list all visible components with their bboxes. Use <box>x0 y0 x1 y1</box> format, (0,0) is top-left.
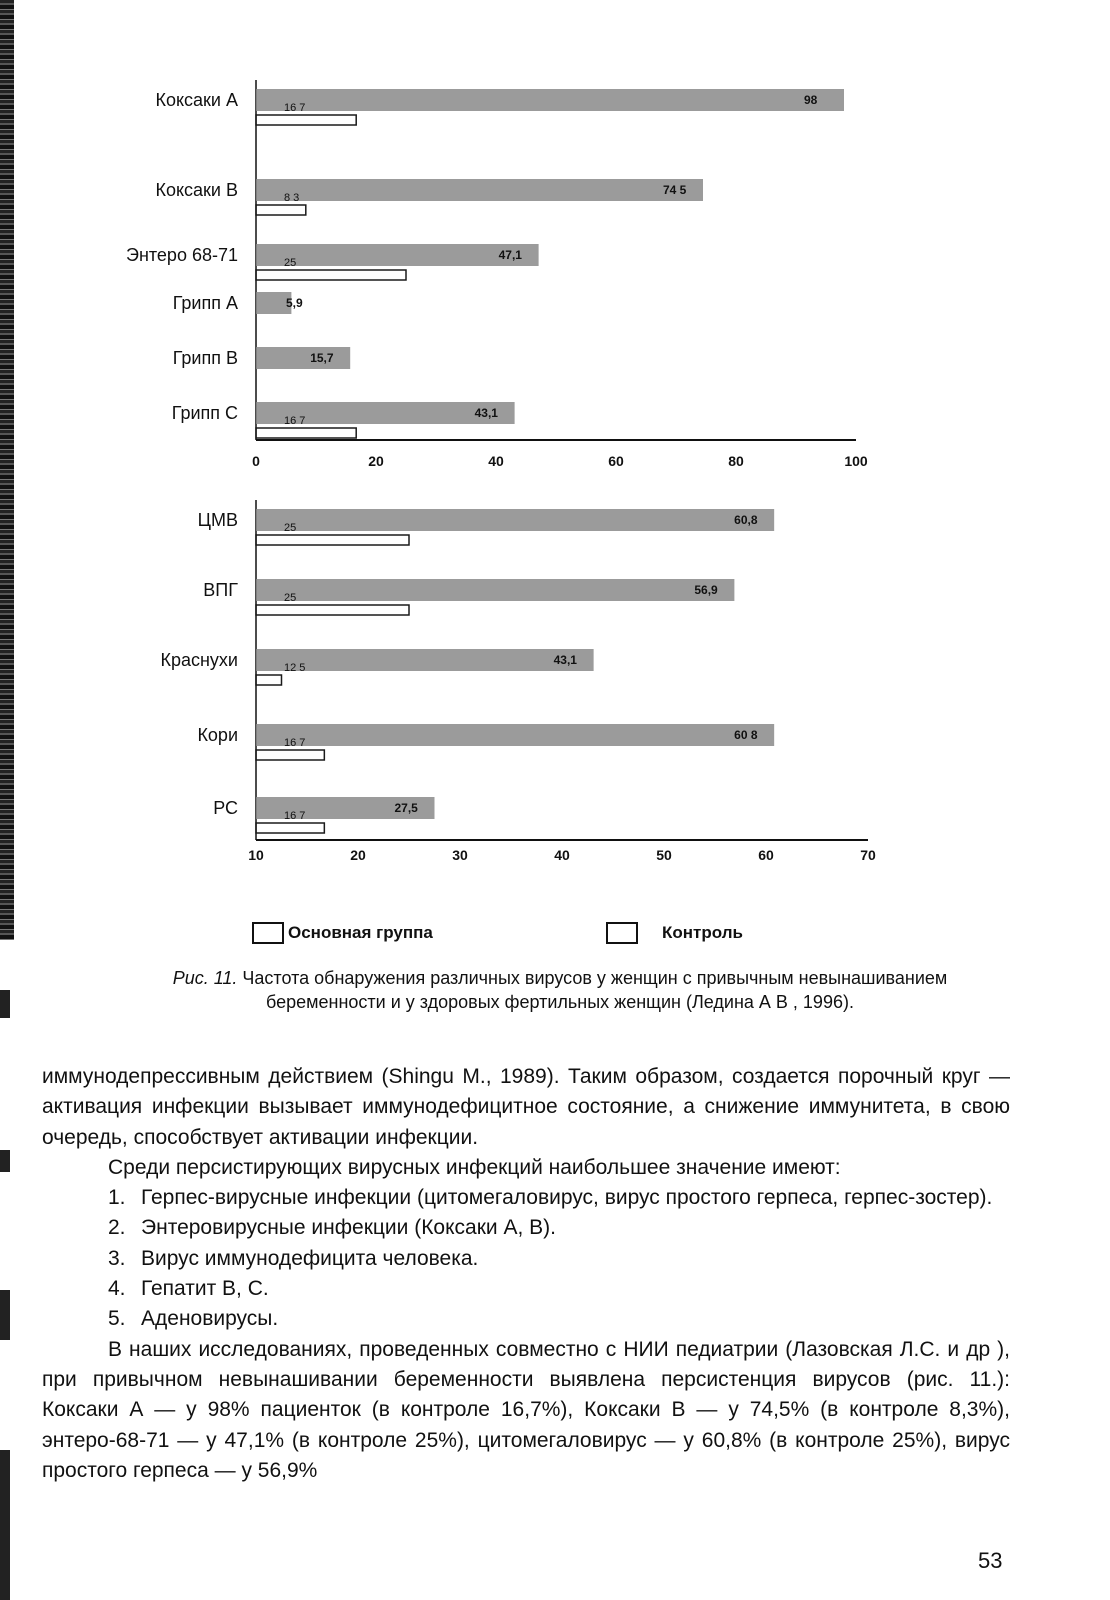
main-group-value-label: 74 5 <box>663 183 687 197</box>
control-group-bar <box>256 675 282 685</box>
x-tick-label: 20 <box>350 847 366 863</box>
main-group-bar <box>256 509 774 531</box>
paragraph: Среди персистирующих вирусных инфекций наибольшее значение имеют: <box>108 1155 841 1179</box>
control-group-value-label: 16 7 <box>284 102 306 114</box>
control-group-bar <box>256 823 324 833</box>
category-label: Энтеро 68-71 <box>126 245 238 265</box>
main-group-bar <box>256 179 703 201</box>
main-group-value-label: 43,1 <box>474 406 498 420</box>
control-group-bar <box>256 428 356 438</box>
x-tick-label: 40 <box>554 847 570 863</box>
category-label: Кори <box>197 725 238 745</box>
list-text: Гепатит В, С. <box>141 1277 269 1301</box>
list-number: 4. <box>108 1277 126 1301</box>
page-number: 53 <box>978 1548 1003 1573</box>
figure-caption <box>120 966 1000 1014</box>
list-text: Герпес-вирусные инфекции (цитомегаловирус, вирус простого герпеса, герпес-зостер). <box>141 1186 993 1210</box>
x-tick-label: 0 <box>252 453 260 469</box>
x-tick-label: 40 <box>488 453 504 469</box>
main-group-value-label: 43,1 <box>553 653 577 667</box>
control-group-value-label: 8 3 <box>284 192 300 204</box>
category-label: ЦМВ <box>197 510 238 530</box>
main-group-bar <box>256 347 350 369</box>
figure-caption-text: Частота обнаружения различных вирусов у женщин с привычным невынашиванием беременности и у здоровых фертильных женщин (Ледина А В , 1996). <box>242 968 948 1012</box>
main-group-bar <box>256 724 774 746</box>
main-group-bar <box>256 649 594 671</box>
control-group-bar <box>256 205 306 215</box>
category-label: Коксаки В <box>155 180 238 200</box>
control-group-value-label: 25 <box>284 522 297 534</box>
category-label: Грипп В <box>172 348 238 368</box>
main-group-value-label: 5,9 <box>286 296 303 310</box>
control-group-value-label: 16 7 <box>284 415 306 427</box>
list-number: 2. <box>108 1216 126 1240</box>
legend-main-swatch <box>252 922 284 944</box>
x-tick-label: 20 <box>368 453 384 469</box>
category-label: Краснухи <box>160 650 238 670</box>
main-group-value-label: 27,5 <box>394 801 418 815</box>
list-number: 3. <box>108 1246 126 1270</box>
control-group-value-label: 16 7 <box>284 737 306 749</box>
list-number: 5. <box>108 1307 126 1331</box>
list-item <box>108 1183 1010 1213</box>
category-label: ВПГ <box>203 580 238 600</box>
binding-mark <box>0 1450 10 1600</box>
binding-mark <box>0 1150 10 1172</box>
category-label: Грипп А <box>172 293 238 313</box>
control-group-bar <box>256 535 409 545</box>
x-tick-label: 60 <box>758 847 774 863</box>
list-item <box>108 1304 1010 1334</box>
category-label: Грипп С <box>171 403 238 423</box>
list-item <box>108 1274 1010 1304</box>
list-number: 1. <box>108 1186 126 1210</box>
main-group-value-label: 98 <box>804 93 818 107</box>
legend-control-swatch <box>606 922 638 944</box>
x-tick-label: 10 <box>248 847 264 863</box>
legend-control-label: Контроль <box>662 923 743 942</box>
category-label: Коксаки А <box>155 90 238 110</box>
list-item <box>108 1244 1010 1274</box>
main-group-value-label: 60,8 <box>734 513 758 527</box>
paragraph: В наших исследованиях, проведенных совместно с НИИ педиатрии (Лазовская Л.С. и др ), при привычном невынашивании беременности выявлена персистенция вирусов (рис. 11.): Коксаки А — у 98% пациенток (в контроле 16,7%), Коксаки В — у 74,5% (в контроле 8,3%), энтеро-68-71 — у 47,1% (в контроле 25%), цитомегаловирус — у 60,8% (в контроле 25%), вирус простого герпеса — у 56,9% <box>42 1337 1010 1482</box>
binding-mark <box>0 1290 10 1340</box>
main-group-value-label: 47,1 <box>498 248 522 262</box>
legend-main <box>252 922 433 944</box>
x-tick-label: 30 <box>452 847 468 863</box>
body-text <box>42 1062 1010 1486</box>
main-group-value-label: 56,9 <box>694 583 718 597</box>
control-group-value-label: 25 <box>284 592 297 604</box>
x-tick-label: 80 <box>728 453 744 469</box>
category-label: РС <box>213 798 238 818</box>
control-group-bar <box>256 270 406 280</box>
legend-control <box>606 922 743 944</box>
control-group-bar <box>256 605 409 615</box>
main-group-value-label: 60 8 <box>734 728 758 742</box>
binding-mark <box>0 990 10 1018</box>
main-group-bar <box>256 89 844 111</box>
control-group-bar <box>256 115 356 125</box>
control-group-value-label: 16 7 <box>284 810 306 822</box>
legend-main-label: Основная группа <box>288 923 433 942</box>
x-tick-label: 70 <box>860 847 876 863</box>
list-text: Аденовирусы. <box>141 1307 279 1331</box>
control-group-bar <box>256 750 324 760</box>
x-tick-label: 60 <box>608 453 624 469</box>
main-group-bar <box>256 244 539 266</box>
figure-number: Рис. 11. <box>172 968 238 988</box>
list-text: Энтеровирусные инфекции (Коксаки А, В). <box>141 1216 556 1240</box>
x-tick-label: 100 <box>844 453 868 469</box>
main-group-bar <box>256 579 734 601</box>
list-text: Вирус иммунодефицита человека. <box>141 1246 479 1270</box>
x-tick-label: 50 <box>656 847 672 863</box>
paragraph: иммунодепрессивным действием (Shingu M., 1989). Таким образом, создается порочный круг — активация инфекции вызывает иммунодефицитное состояние, а снижение иммунитета, в свою очередь, способствует активации инфекции. <box>42 1065 1010 1149</box>
list-item <box>108 1213 1010 1243</box>
main-group-value-label: 15,7 <box>310 351 334 365</box>
control-group-value-label: 12 5 <box>284 662 306 674</box>
control-group-value-label: 25 <box>284 257 297 269</box>
